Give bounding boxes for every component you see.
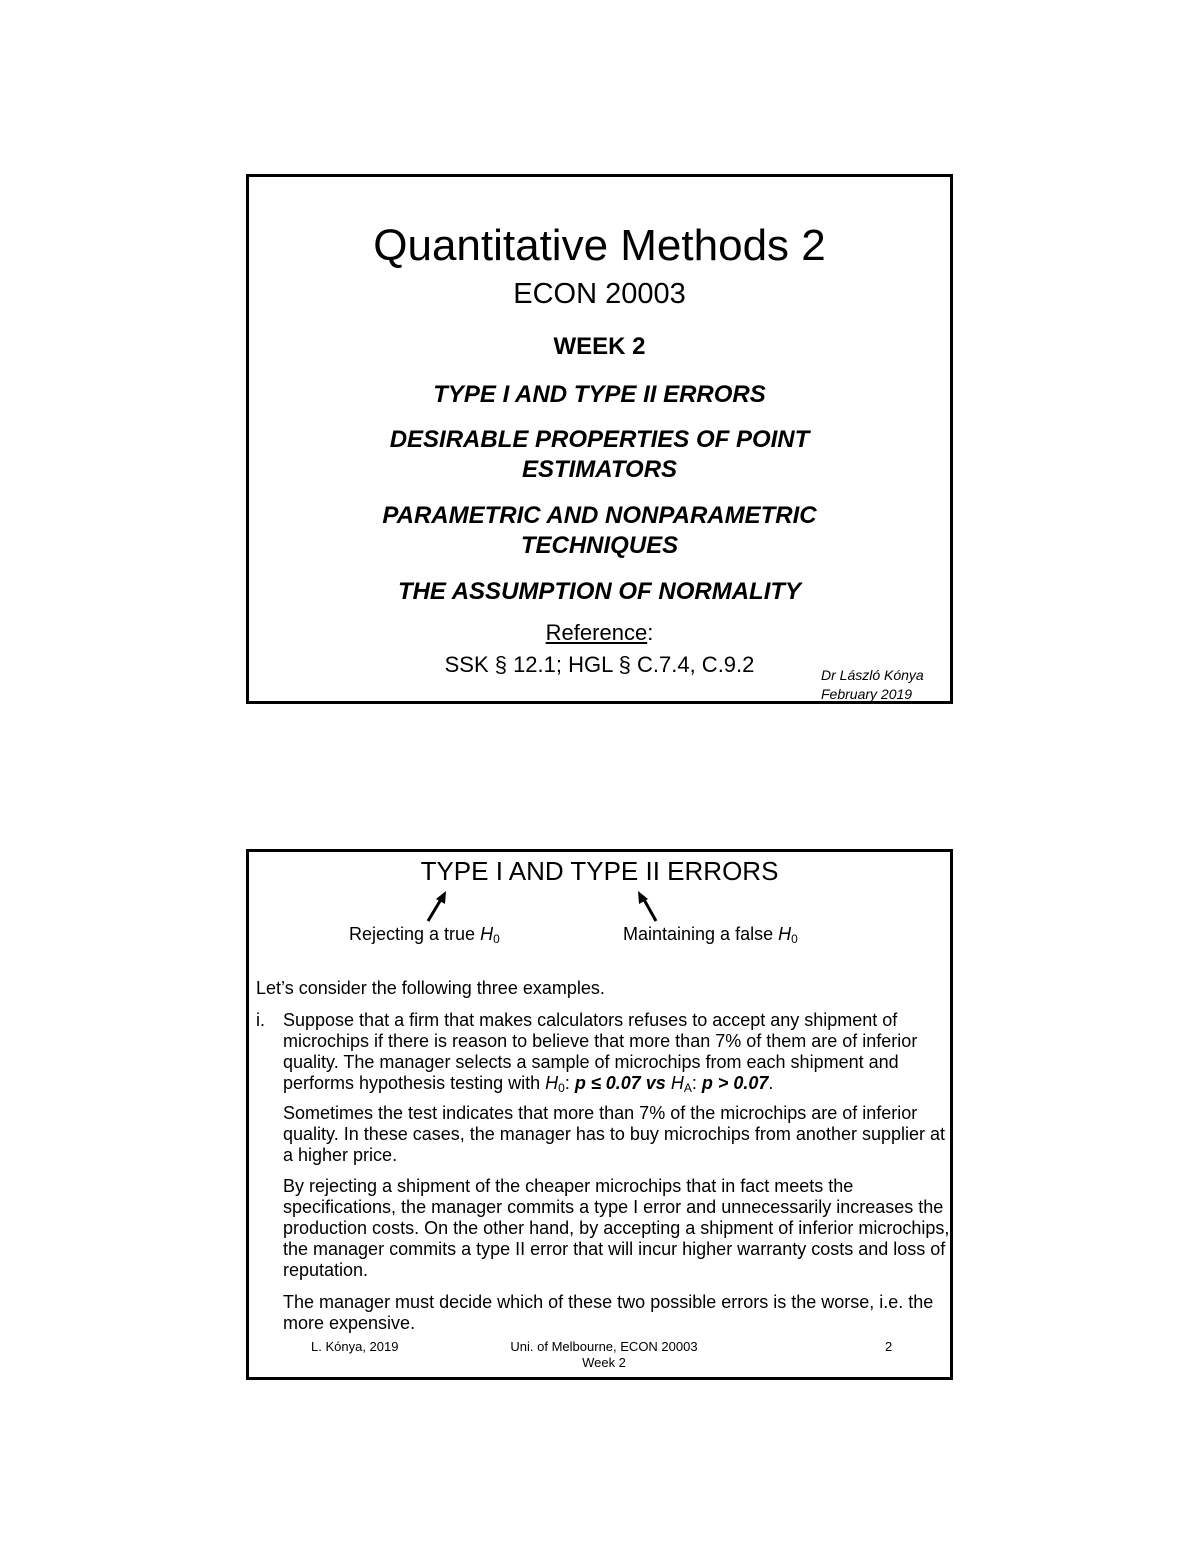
slide-title: Quantitative Methods 2	[373, 221, 826, 270]
footer-week: Week 2	[582, 1355, 626, 1370]
h-symbol: H	[778, 924, 792, 944]
vs-text: vs	[645, 1073, 666, 1093]
course-code: ECON 20003	[513, 278, 686, 310]
reference-label	[249, 620, 950, 646]
title-slide	[246, 174, 953, 704]
topic-item: THE ASSUMPTION OF NORMALITY	[397, 578, 802, 605]
slide-title: TYPE I AND TYPE II ERRORS	[420, 856, 779, 886]
arrow-type2	[638, 891, 656, 921]
arrows-diagram	[249, 890, 949, 924]
h-symbol: H	[670, 1073, 684, 1093]
topic-text: PARAMETRIC AND NONPARAMETRIC TECHNIQUES	[382, 502, 817, 559]
paragraph: Suppose that a firm that makes calculators refuses to accept any shipment of microchips if there is reason to believe that more than 7% of them are of inferior quality. The manager selects a sample of microchips from each shipment and performs hypothesis testing with $H_0$: p ≤ 0.07 vs $H_A$: p > 0.07.	[283, 1010, 918, 1095]
type2-text: Maintaining a false	[623, 924, 774, 944]
paragraph: Sometimes the test indicates that more than 7% of the microchips are of inferior quality. In these cases, the manager has to buy microchips from another supplier at a higher price.	[283, 1103, 946, 1165]
author-date: February 2019	[821, 686, 913, 702]
topic-item	[249, 425, 950, 485]
intro-text: Let’s consider the following three examples.	[256, 978, 605, 998]
ha-subscript: A	[683, 1081, 692, 1095]
page-number: 2	[885, 1339, 893, 1354]
footer-author: L. Kónya, 2019	[311, 1339, 399, 1354]
week-label: WEEK 2	[553, 333, 646, 360]
footer-course	[449, 1339, 759, 1371]
reference-label-text: Reference	[545, 620, 648, 645]
paragraph: The manager must decide which of these two possible errors is the worse, i.e. the more expensive.	[283, 1292, 934, 1333]
paragraph: By rejecting a shipment of the cheaper microchips that in fact meets the specifications, the manager commits a type I error and unnecessarily increases the production costs. On the other hand, by accepting a shipment of inferior microchips, the manager commits a type II error that will incur higher warranty costs and loss of reputation.	[283, 1176, 950, 1280]
reference-colon: :	[647, 620, 654, 645]
h-symbol: H	[545, 1073, 559, 1093]
arrow-type1	[428, 891, 446, 921]
type1-error-label	[349, 924, 500, 946]
type1-text: Rejecting a true	[349, 924, 476, 944]
footer-course-name: Uni. of Melbourne, ECON 20003	[510, 1339, 698, 1354]
topic-text: DESIRABLE PROPERTIES OF POINT ESTIMATORS	[389, 426, 810, 483]
null-hypothesis: p ≤ 0.07	[574, 1073, 641, 1093]
content-slide	[246, 849, 953, 1380]
h-symbol: H	[480, 924, 494, 944]
h-subscript: 0	[558, 1081, 565, 1095]
author-name: Dr László Kónya	[821, 667, 924, 683]
reference-text: SSK § 12.1; HGL § C.7.4, C.9.2	[444, 652, 755, 677]
topic-item	[249, 501, 950, 561]
type2-error-label	[623, 924, 798, 946]
list-number: i.	[256, 1010, 265, 1030]
paragraph-text: Suppose that a firm that makes calculators refuses to accept any shipment of microchips if there is reason to believe that more than 7% of them are of inferior quality. The manager selects a sample of microchips from each shipment and performs hypothesis testing with	[283, 1010, 918, 1093]
h-subscript: 0	[791, 932, 798, 946]
h-subscript: 0	[493, 932, 500, 946]
topic-item: TYPE I AND TYPE II ERRORS	[433, 381, 766, 408]
author-block	[821, 666, 924, 704]
alt-hypothesis: p > 0.07	[701, 1073, 769, 1093]
